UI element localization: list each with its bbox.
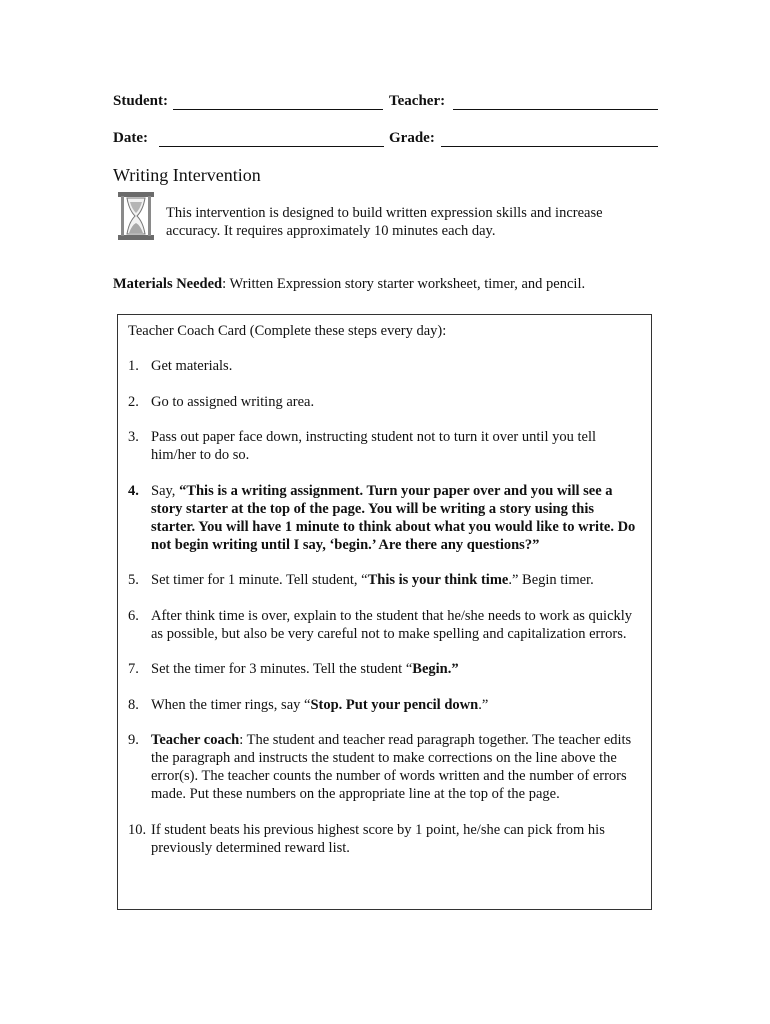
step-text: Pass out paper face down, instructing student not to turn it over until you tell him/her to do so. (151, 429, 596, 463)
step-number: 3. (128, 429, 139, 445)
step-text: : The student and teacher read paragraph together. The teacher edits the paragraph and instructs the student to make corrections on the line above the error(s). The teacher counts the number of words written and the number of errors made. Put these numbers on the appropriate line at the top of the page. (151, 732, 632, 802)
step-script-text: “This is a writing assignment. Turn your paper over and you will see a story starter at the top of the page. You will be writing a story using this starter. You will have 1 minute to think about what you would like to write. Do not begin writing until I say, ‘begin.’ Are there any questions?” (151, 482, 636, 553)
list-item (128, 428, 638, 464)
teacher-field[interactable] (453, 109, 658, 110)
card-title: Teacher Coach Card (Complete these steps every day): (128, 323, 447, 339)
student-field[interactable] (173, 109, 383, 110)
date-label: Date: (113, 130, 148, 146)
date-field[interactable] (159, 146, 384, 147)
step-text: .” (478, 696, 489, 713)
step-script-text: Teacher coach (151, 732, 240, 748)
list-item (128, 731, 638, 803)
step-script-text: This is your think time (367, 572, 509, 588)
student-label: Student: (113, 93, 169, 109)
grade-label: Grade: (389, 130, 435, 146)
step-text: After think time is over, explain to the student that he/she needs to work as quickly as possible, but also be very careful not to make spelling and capitalization errors. (151, 607, 633, 642)
intro-text: This intervention is designed to build written expression skills and increase accuracy. It requires approximately 10 minutes each day. (166, 205, 603, 239)
step-text: Set timer for 1 minute. Tell student, “ (151, 572, 368, 588)
date-grade-row (113, 130, 658, 150)
step-text: .” Begin timer. (508, 572, 594, 588)
step-text: Get materials. (151, 358, 233, 374)
list-item (128, 393, 638, 411)
step-script-text: Begin.” (412, 661, 459, 677)
teacher-label: Teacher: (389, 93, 446, 109)
step-number: 8. (128, 696, 139, 713)
step-text: Set the timer for 3 minutes. Tell the student “ (151, 661, 413, 677)
steps-list (128, 357, 638, 874)
step-number: 2. (128, 393, 139, 410)
step-number: 10. (128, 821, 147, 838)
list-item (128, 607, 638, 643)
list-item (128, 571, 638, 589)
teacher-coach-card (117, 314, 652, 910)
grade-field[interactable] (441, 146, 658, 147)
step-text: Go to assigned writing area. (151, 393, 315, 410)
materials-text: : Written Expression story starter worksheet, timer, and pencil. (222, 276, 586, 292)
step-text: If student beats his previous highest score by 1 point, he/she can pick from his previously determined reward list. (151, 821, 605, 856)
step-number: 5. (128, 572, 139, 588)
materials-needed (113, 276, 673, 293)
list-item (128, 696, 638, 714)
list-item (128, 482, 638, 554)
list-item (128, 357, 638, 375)
hourglass-icon (116, 190, 156, 242)
page-title: Writing Intervention (113, 165, 261, 185)
step-number: 6. (128, 607, 139, 624)
step-script-text: Stop. Put your pencil down (310, 696, 479, 713)
step-number: 4. (128, 482, 139, 499)
step-number: 7. (128, 661, 139, 677)
materials-label: Materials Needed (113, 276, 223, 292)
step-number: 1. (128, 358, 139, 374)
student-teacher-row (113, 93, 658, 113)
step-text: Say, (151, 482, 180, 499)
list-item (128, 821, 638, 857)
step-number: 9. (128, 732, 139, 748)
list-item (128, 660, 638, 678)
step-text: When the timer rings, say “ (151, 696, 311, 713)
